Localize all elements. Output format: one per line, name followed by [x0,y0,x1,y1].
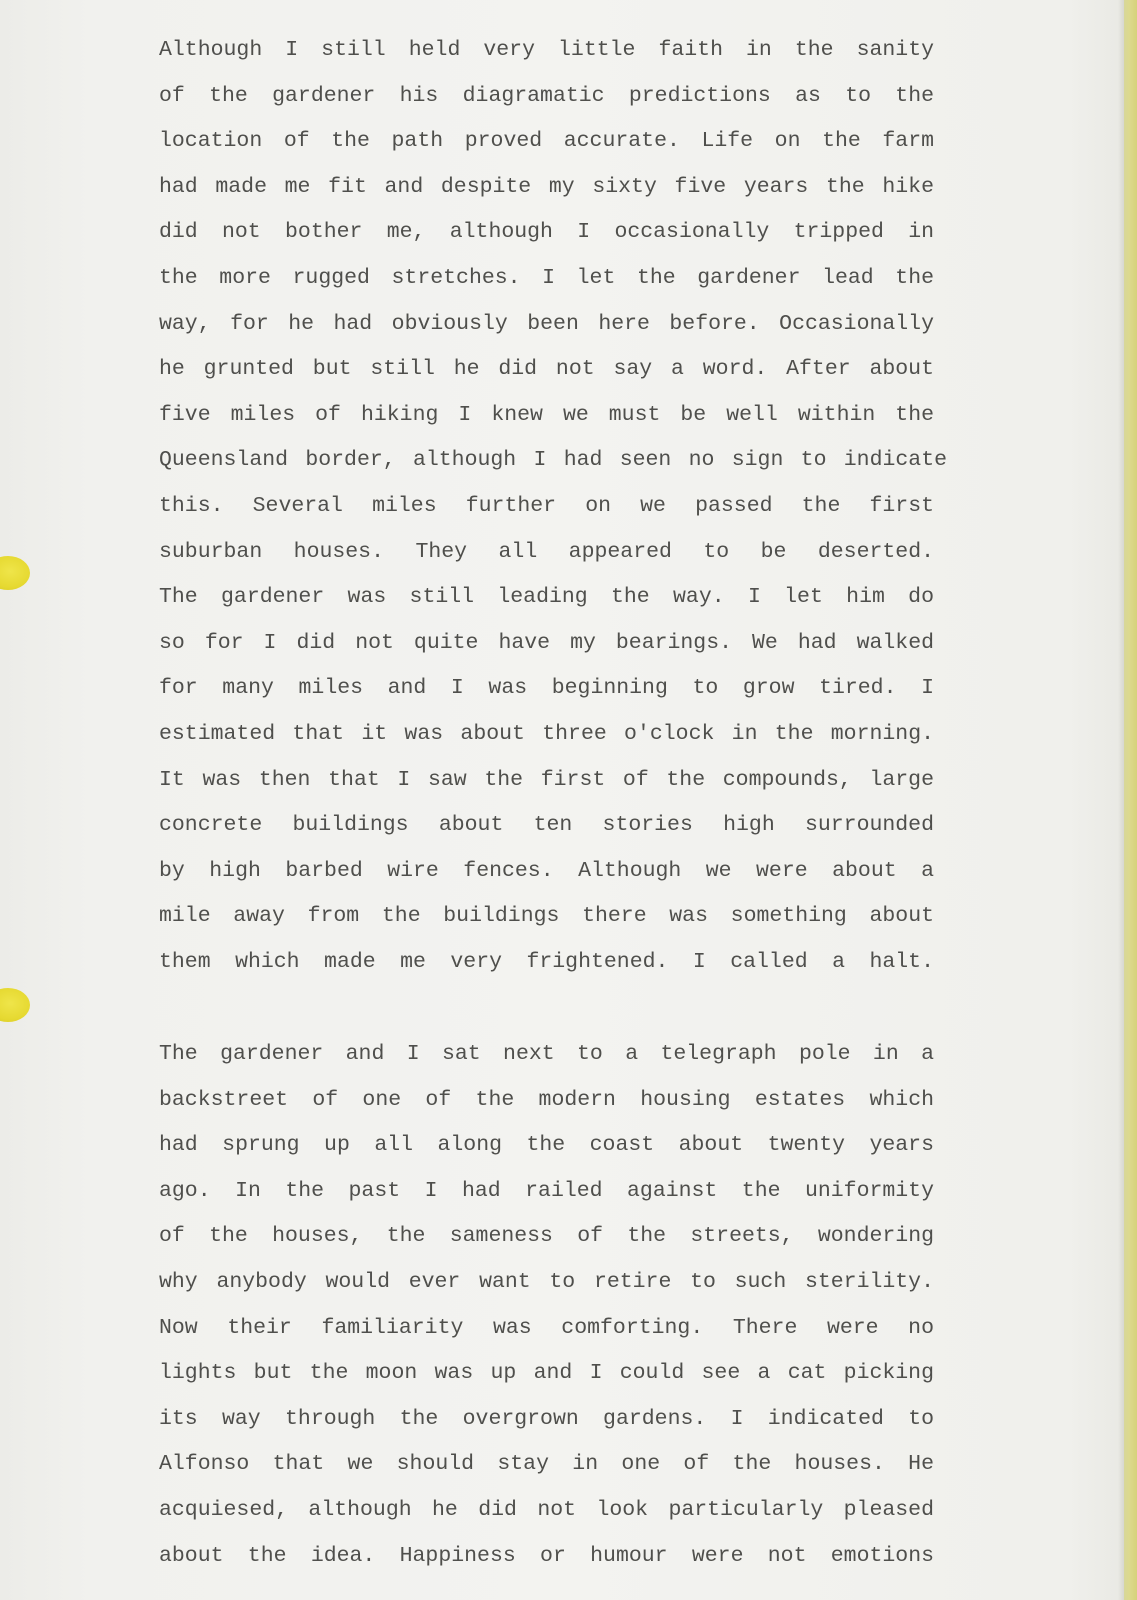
text-line: acquiesed, although he did not look particularly pleased [159,1497,934,1522]
text-line: by high barbed wire fences. Although we were about a [159,858,934,883]
text-line: ago. In the past I had railed against the uniformity [159,1178,934,1203]
text-line: Queensland border, although I had seen no sign to indicate [159,448,947,473]
text-line: It was then that I saw the first of the compounds, large [159,767,934,792]
text-line: Now their familiarity was comforting. There were no [159,1315,934,1340]
text-line: of the gardener his diagramatic predictions as to the [159,83,934,108]
text-line: backstreet of one of the modern housing estates which [159,1087,934,1112]
text-line: he grunted but still he did not say a word. After about [159,357,934,382]
text-line: Alfonso that we should stay in one of the houses. He [159,1452,934,1477]
text-line: its way through the overgrown gardens. I indicated to [159,1406,934,1431]
text-line: estimated that it was about three o'clock in the morning. [159,721,934,746]
text-line: way, for he had obviously been here before. Occasionally [159,311,934,336]
paragraph-1 [159,28,947,985]
text-line: did not bother me, although I occasionally tripped in [159,220,934,245]
text-line: the more rugged stretches. I let the gardener lead the [159,265,934,290]
text-line: of the houses, the sameness of the streets, wondering [159,1224,934,1249]
text-line: The gardener was still leading the way. I let him do [159,585,934,610]
text-line: suburban houses. They all appeared to be deserted. [159,539,934,564]
text-line: five miles of hiking I knew we must be well within the [159,402,934,427]
text-line: The gardener and I sat next to a telegraph pole in a [159,1042,934,1066]
text-line: had made me fit and despite my sixty five years the hike [159,174,934,199]
text-line: about the idea. Happiness or humour were not emotions [159,1543,934,1568]
text-line: this. Several miles further on we passed the first [159,493,934,518]
paragraph-2 [159,1032,934,1579]
backing-sheet-edge [1124,0,1137,1600]
text-line: for many miles and I was beginning to grow tired. I [159,676,934,701]
text-line: had sprung up all along the coast about twenty years [159,1133,934,1158]
text-line: lights but the moon was up and I could see a cat picking [159,1361,934,1386]
text-line: concrete buildings about ten stories high surrounded [159,813,934,838]
punch-hole-upper [0,556,30,590]
text-line: location of the path proved accurate. Life on the farm [159,129,934,154]
text-line: so for I did not quite have my bearings. We had walked [159,630,934,655]
text-line: Although I still held very little faith in the sanity [159,38,934,62]
punch-hole-lower [0,988,30,1022]
text-line: them which made me very frightened. I called a halt. [159,949,934,974]
text-line: mile away from the buildings there was something about [159,904,934,929]
text-line: why anybody would ever want to retire to such sterility. [159,1269,934,1294]
